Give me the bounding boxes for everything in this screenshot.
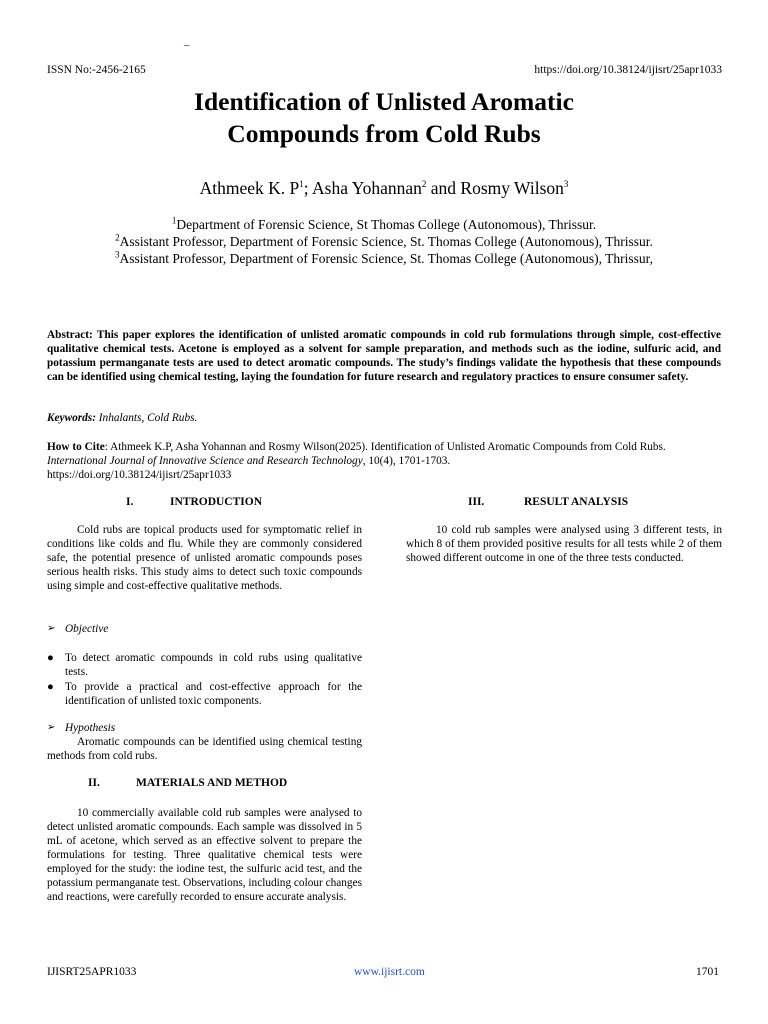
results-paragraph [406,523,722,565]
arrow-bullet-icon: ➢ [47,722,56,733]
issn-number: ISSN No:-2456-2165 [47,64,146,76]
hypothesis-text: Aromatic compounds can be identified using chemical testing methods from cold rubs. [47,736,362,762]
author-3: and Rosmy Wilson [426,178,564,198]
cite-text-2: , 10(4), 1701-1703. [362,455,451,467]
results-text: 10 cold rub samples were analysed using 3 different tests, in which 8 of them provided positive results for all tests while 2 of them showed different outcome in one of the three tests conducted. [406,524,722,564]
affiliation-1-text: Department of Forensic Science, St Thomas College (Autonomous), Thrissur. [176,217,597,232]
keywords-label: Keywords: [47,412,96,424]
affiliation-3-text: Assistant Professor, Department of Forensic Science, St. Thomas College (Autonomous), Thrissur, [119,251,653,266]
hypothesis-label: Hypothesis [65,722,116,734]
objective-bullet-2 [47,680,362,708]
keywords [47,412,197,424]
section-number: III. [468,496,485,508]
affiliation-1-sup: 1 [171,215,177,226]
cite-doi-link[interactable]: https://doi.org/10.38124/ijisrt/25apr1033 [47,469,232,481]
intro-paragraph [47,523,362,593]
arrow-bullet-icon: ➢ [47,623,56,634]
keywords-text: Inhalants, Cold Rubs. [95,412,198,424]
author-list [0,178,768,199]
footer-paper-id: IJISRT25APR1033 [47,966,137,978]
materials-paragraph [47,806,362,904]
author-2: ; Asha Yohannan [303,178,422,198]
objective-bullet-1 [47,651,362,679]
hypothesis-paragraph [47,735,362,763]
materials-text: 10 commercially available cold rub samples were analysed to detect unlisted aromatic compounds. Each sample was dissolved in 5 mL of acetone, which served as an effective solvent to prepare the formulations for testing. Three qualitative chemical tests were employed for the study: the iodine test, the sulfuric acid test, and the potassium permanganate test. Observations, including colour changes and reactions, were carefully recorded to ensure accurate analysis. [47,807,362,903]
section-number: I. [126,496,134,508]
affiliation-2 [0,234,768,250]
affiliation-3-sup: 3 [115,249,120,260]
objective-heading [47,622,362,636]
cite-text: Athmeek K.P, Asha Yohannan and Rosmy Wilson(2025). Identification of Unlisted Aromatic Compounds from Cold Rubs. [110,441,666,453]
affiliation-2-sup: 2 [115,232,120,243]
section-title: INTRODUCTION [170,496,263,508]
cite-label: How to Cite [47,441,105,453]
affiliation-1 [0,217,768,233]
hypothesis-heading [47,721,362,735]
objective-label: Objective [65,623,109,635]
abstract: Abstract: This paper explores the identification of unlisted aromatic compounds in cold rub formulations through simple, cost-effective qualitative chemical tests. Acetone is employed as a solvent for sample preparation, and methods such as the iodine, sulfuric acid, and potassium permanganate tests are used to detect aromatic compounds. The study’s findings validate the hypothesis that these compounds can be identified using chemical testing, laying the foundation for future research and regulatory practices to ensure consumer safety. [47,329,721,383]
footer-website-link[interactable]: www.ijisrt.com [354,966,425,978]
affiliation-2-text: Assistant Professor, Department of Forensic Science, St. Thomas College (Autonomous), Thrissur. [119,234,653,249]
title-line-1: Identification of Unlisted Aromatic [194,87,574,116]
section-number: II. [88,777,100,789]
cite-journal: International Journal of Innovative Science and Research Technology [47,455,363,467]
bullet-text: To provide a practical and cost-effective approach for the identification of unlisted toxic components. [65,681,362,707]
bullet-dot-icon: ● [47,652,54,664]
paper-title [0,86,768,150]
section-title: RESULT ANALYSIS [524,496,629,508]
author-1: Athmeek K. P [199,178,300,198]
affiliation-3 [0,251,768,267]
intro-text: Cold rubs are topical products used for symptomatic relief in conditions like colds and flu. While they are commonly considered safe, the potential presence of unlisted aromatic compounds poses serious health risks. This study aims to detect such toxic compounds using simple and cost-effective qualitative methods. [47,524,362,592]
author-3-sup: 3 [563,179,569,190]
section-title: MATERIALS AND METHOD [136,777,288,789]
author-2-sup: 2 [421,179,427,190]
title-line-2: Compounds from Cold Rubs [227,119,541,148]
author-1-sup: 1 [299,179,304,190]
header-mark: – [184,39,190,51]
bullet-text: To detect aromatic compounds in cold rubs using qualitative tests. [65,652,362,678]
cite-colon: : [104,441,111,453]
how-to-cite [47,440,723,482]
page-number: 1701 [696,966,719,978]
bullet-dot-icon: ● [47,681,54,693]
header-doi-link[interactable]: https://doi.org/10.38124/ijisrt/25apr1033 [534,64,722,76]
